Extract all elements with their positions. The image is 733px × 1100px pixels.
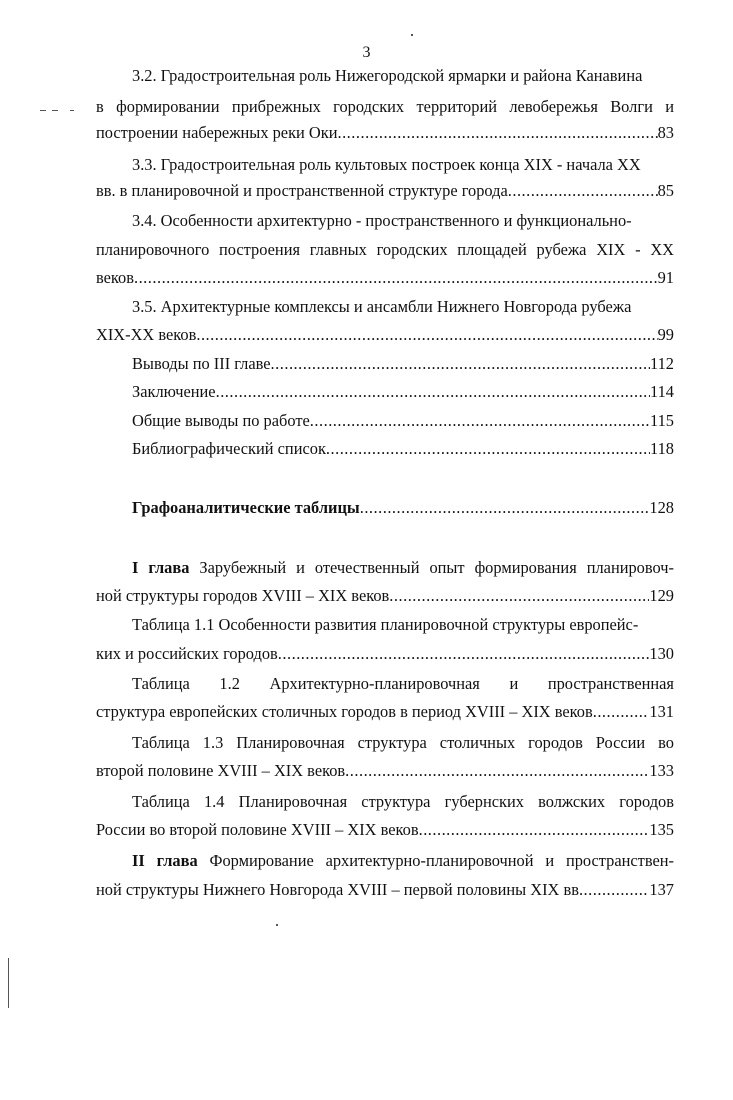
- dot-leader: [419, 820, 650, 840]
- word: Таблица: [132, 674, 190, 693]
- toc-entry-text: вв. в планировочной и пространственной структуре города: [96, 181, 508, 200]
- dot-leader: [389, 586, 649, 606]
- toc-page-ref: 85: [657, 181, 674, 200]
- toc-entry-3-3-line2[interactable]: [96, 181, 674, 201]
- dot-leader: [345, 761, 649, 781]
- dot-leader: [360, 498, 650, 518]
- toc-entry-text: построении набережных реки Оки: [96, 123, 338, 142]
- toc-entry-text: XIX-XX веков: [96, 325, 197, 344]
- dot-leader: [196, 325, 657, 345]
- toc-tables-heading[interactable]: [132, 498, 674, 518]
- dot-leader: [579, 880, 649, 900]
- toc-entry-3-4-line2: планировочного построения главных городских площадей рубежа XIX - XX: [96, 240, 674, 259]
- page-number: 3: [362, 44, 371, 61]
- scan-speck: [276, 924, 278, 926]
- scan-speck: [411, 34, 413, 36]
- toc-entry-3-5-line1: 3.5. Архитектурные комплексы и ансамбли Нижнего Новгорода рубежа: [132, 297, 632, 316]
- toc-entry-3-4-line3[interactable]: [96, 268, 674, 288]
- scan-speck: [70, 110, 74, 111]
- toc-entry-text: ной структуры Нижнего Новгорода XVIII – первой половины XIX вв: [96, 880, 579, 899]
- toc-page-ref: 129: [649, 586, 674, 605]
- dot-leader: [508, 181, 658, 201]
- dot-leader: [593, 702, 650, 722]
- scan-speck: [40, 110, 46, 111]
- word: и: [509, 674, 519, 693]
- toc-entry-bibliography[interactable]: [132, 439, 674, 459]
- toc-entry-3-2-line1: 3.2. Градостроительная роль Нижегородской ярмарки и района Канавина: [132, 66, 643, 85]
- toc-table-1-4-line2[interactable]: [96, 820, 674, 840]
- toc-entry-3-3-line1: 3.3. Градостроительная роль культовых построек конца XIX - начала XX: [132, 155, 641, 174]
- toc-page-ref: 112: [650, 354, 674, 373]
- toc-entry-text: Заключение: [132, 382, 216, 401]
- toc-entry-text: структура европейских столичных городов в период XVIII – XIX веков: [96, 702, 593, 721]
- toc-heading-text: Графоаналитические таблицы: [132, 498, 360, 517]
- dot-leader: [134, 268, 658, 288]
- toc-entry-general-conclusions[interactable]: [132, 411, 674, 431]
- toc-entry-text: Библиографический список: [132, 439, 326, 458]
- chapter-title: Формирование архитектурно-планировочной и пространствен-: [209, 851, 674, 870]
- toc-page-ref: 128: [649, 498, 674, 517]
- chapter-title: Зарубежный и отечественный опыт формирования планировоч-: [199, 558, 674, 577]
- scan-speck: [52, 110, 58, 111]
- dot-leader: [271, 354, 650, 374]
- toc-table-1-1-line2[interactable]: [96, 644, 674, 664]
- dot-leader: [310, 411, 650, 431]
- chapter-label: I глава: [132, 558, 190, 577]
- scan-edge-line: [8, 958, 9, 1008]
- dot-leader: [326, 439, 650, 459]
- toc-entry-text: веков: [96, 268, 134, 287]
- toc-chapter1-line1: [132, 558, 674, 578]
- toc-chapter1-line2[interactable]: [96, 586, 674, 606]
- toc-entry-3-2-line2: в формировании прибрежных городских территорий левобережья Волги и: [96, 97, 674, 116]
- toc-page-ref: 118: [650, 439, 674, 458]
- toc-page-ref: 91: [657, 268, 674, 287]
- toc-page-ref: 133: [649, 761, 674, 780]
- toc-table-1-4-line1: Таблица 1.4 Планировочная структура губернских волжских городов: [132, 792, 674, 811]
- word: Архитектурно-планировочная: [269, 674, 480, 693]
- toc-table-1-2-line2[interactable]: [96, 702, 674, 722]
- toc-entry-text: ной структуры городов XVIII – XIX веков: [96, 586, 390, 605]
- toc-entry-text: ких и российских городов: [96, 644, 278, 663]
- toc-chapter2-line2[interactable]: [96, 880, 674, 900]
- toc-table-1-3-line2[interactable]: [96, 761, 674, 781]
- chapter-label: II глава: [132, 851, 198, 870]
- toc-entry-text: Выводы по III главе: [132, 354, 271, 373]
- toc-page-ref: 137: [649, 880, 674, 899]
- toc-page-ref: 115: [650, 411, 674, 430]
- toc-table-1-2-line1: [132, 674, 674, 694]
- toc-page-ref: 130: [649, 644, 674, 663]
- toc-page-ref: 135: [649, 820, 674, 839]
- dot-leader: [278, 644, 650, 664]
- toc-page-ref: 99: [657, 325, 674, 344]
- toc-entry-text: Общие выводы по работе: [132, 411, 310, 430]
- toc-page-ref: 131: [649, 702, 674, 721]
- word: 1.2: [219, 674, 240, 693]
- toc-entry-conclusions-ch3[interactable]: [132, 354, 674, 374]
- toc-chapter2-line1: [132, 851, 674, 871]
- toc-entry-3-5-line2[interactable]: [96, 325, 674, 345]
- toc-entry-3-4-line1: 3.4. Особенности архитектурно - пространственного и функционально-: [132, 211, 632, 230]
- toc-entry-conclusion[interactable]: [132, 382, 674, 402]
- word: пространственная: [547, 674, 674, 693]
- toc-entry-3-2-line3[interactable]: [96, 123, 674, 143]
- dot-leader: [216, 382, 650, 402]
- toc-page-ref: 114: [650, 382, 674, 401]
- toc-table-1-3-line1: Таблица 1.3 Планировочная структура столичных городов России во: [132, 733, 674, 752]
- toc-entry-text: России во второй половине XVIII – XIX веков: [96, 820, 419, 839]
- toc-page-ref: 83: [657, 123, 674, 142]
- dot-leader: [337, 123, 657, 143]
- toc-table-1-1-line1: Таблица 1.1 Особенности развития планировочной структуры европейс-: [132, 615, 639, 634]
- toc-entry-text: второй половине XVIII – XIX веков: [96, 761, 346, 780]
